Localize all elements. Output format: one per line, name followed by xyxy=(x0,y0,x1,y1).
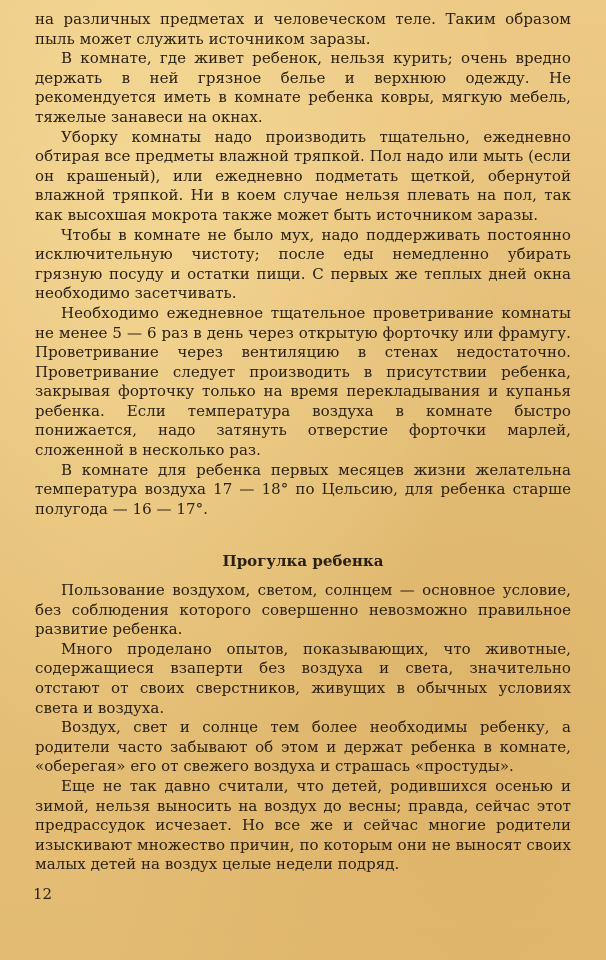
paragraph: Уборку комнаты надо производить тщательно, ежедневно обтирая все предметы влажной тряпкой. Пол надо или мыть (если он крашеный), или ежедневно подметать щеткой, обернутой влажной тряпкой. Ни в коем случае нельзя плевать на пол, так как высохшая мокрота также может быть источником заразы. xyxy=(35,127,571,224)
section-walk-text xyxy=(35,581,571,875)
paragraph: Пользование воздухом, светом, солнцем — основное условие, без соблюдения которого совершенно невозможно правильное развитие ребенка. xyxy=(35,581,571,639)
paragraph: на различных предметах и человеческом теле. Таким образом пыль может служить источником заразы. xyxy=(35,10,571,48)
paragraph: Чтобы в комнате не было мух, надо поддерживать постоянно исключительную чистоту; после еды немедленно убирать грязную посуду и остатки пищи. С первых же теплых дней окна необходимо засетчивать. xyxy=(35,225,571,303)
paragraph: В комнате для ребенка первых месяцев жизни желательна температура воздуха 17 — 18° по Цельсию, для ребенка старше полугода — 16 — 17°. xyxy=(35,460,571,518)
paragraph: Еще не так давно считали, что детей, родившихся осенью и зимой, нельзя выносить на воздух до весны; правда, сейчас этот предрассудок исчезает. Но все же и сейчас многие родители изыскивают множество причин, по которым они не выносят своих малых детей на воздух целые недели подряд. xyxy=(35,776,571,874)
section-heading: Прогулка ребенка xyxy=(222,552,384,570)
paragraph: Много проделано опытов, показывающих, что животные, содержащиеся взаперти без воздуха и света, значительно отстают от своих сверстников, живущих в обычных условиях света и воздуха. xyxy=(35,639,571,717)
paragraph: В комнате, где живет ребенок, нельзя курить; очень вредно держать в ней грязное белье и верхнюю одежду. Не рекомендуется иметь в комнате ребенка ковры, мягкую мебель, тяжелые занавеси на окнах. xyxy=(35,49,571,126)
paragraph: Воздух, свет и солнце тем более необходимы ребенку, а родители часто забывают об этом и держат ребенка в комнате, «оберегая» его от свежего воздуха и страшась «простуды». xyxy=(35,718,571,776)
page-number: 12 xyxy=(33,885,53,903)
paragraph: Необходимо ежедневное тщательное проветривание комнаты не менее 5 — 6 раз в день через открытую форточку или фрамугу. Проветривание через вентиляцию в стенах недостаточно. Проветривание следует производить в присутствии ребенка, закрывая форточку только на время перекладывания и купанья ребенка. Если температура воздуха в комнате быстро понижается, надо затянуть отверстие форточки марлей, сложенной в несколько раз. xyxy=(35,303,571,460)
section-hygiene-text xyxy=(35,10,571,519)
